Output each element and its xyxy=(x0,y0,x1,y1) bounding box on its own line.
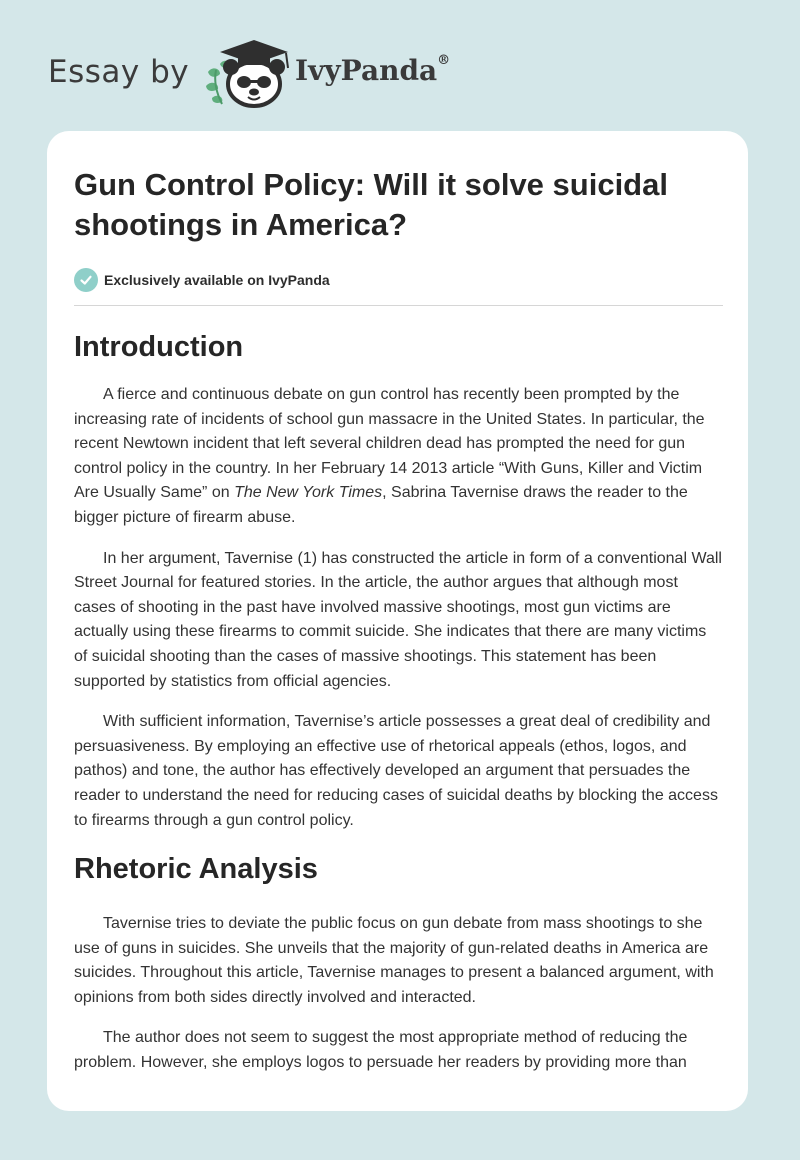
essay-title: Gun Control Policy: Will it solve suicidal shootings in America? xyxy=(74,167,668,242)
paragraph: The author does not seem to suggest the most appropriate method of reducing the problem. However, she employs logos to persuade her readers by providing more than xyxy=(74,1029,688,1072)
site-header xyxy=(48,34,508,114)
paragraph-text: , Sabrina Tavernise draws the reader to the bigger picture of firearm abuse. xyxy=(74,484,688,526)
check-circle-icon xyxy=(74,268,98,292)
essay-content xyxy=(74,165,724,1076)
essay-card xyxy=(47,131,748,1111)
exclusive-badge xyxy=(74,267,724,293)
section-heading-introduction: Introduction xyxy=(74,331,244,363)
essay-by-label: Essay by xyxy=(48,54,190,90)
paragraph: In her argument, Tavernise (1) has constructed the article in form of a conventional Wall Street Journal for featured stories. In the article, the author argues that although most cases of shooting in the past have involved massive shootings, most gun victims are actually using these firearms to commit suicide. She indicates that there are many victims of suicidal shooting than the cases of massive shootings. This statement has been supported by statistics from official agencies. xyxy=(74,549,722,690)
exclusive-badge-label: Exclusively available on IvyPanda xyxy=(104,272,330,288)
divider xyxy=(74,305,723,306)
ivypanda-logo-icon[interactable] xyxy=(202,34,294,110)
brand-label: IvyPanda xyxy=(295,54,438,87)
publication-title: The New York Times xyxy=(234,484,383,502)
paragraph xyxy=(74,383,724,531)
section-heading-rhetoric-analysis: Rhetoric Analysis xyxy=(74,853,318,886)
paragraph: Tavernise tries to deviate the public focus on gun debate from mass shootings to she use of guns in suicides. She unveils that the majority of gun-related deaths in America are suicides. Throughout this article, Tavernise manages to present a balanced argument, with opinions from both sides directly involved and interacted. xyxy=(74,915,714,1006)
paragraph: With sufficient information, Tavernise’s article possesses a great deal of credibility and persuasiveness. By employing an effective use of rhetorical appeals (ethos, logos, and pathos) and tone, the author has effectively developed an argument that persuades the reader to understand the need for reducing cases of suicidal deaths by blocking the access to firearms through a gun control policy. xyxy=(74,713,718,829)
registered-mark: ® xyxy=(437,53,451,68)
paragraph-text: A fierce and continuous debate on gun control has recently been prompted by the increasing rate of incidents of school gun massacre in the United States. In particular, the recent Newtown incident that left several children dead has prompted the need for gun control policy in the country. In her February 14 2013 article “With Guns, Killer and Victim Are Usually Same” on xyxy=(74,386,705,502)
brand-name[interactable] xyxy=(295,54,450,87)
